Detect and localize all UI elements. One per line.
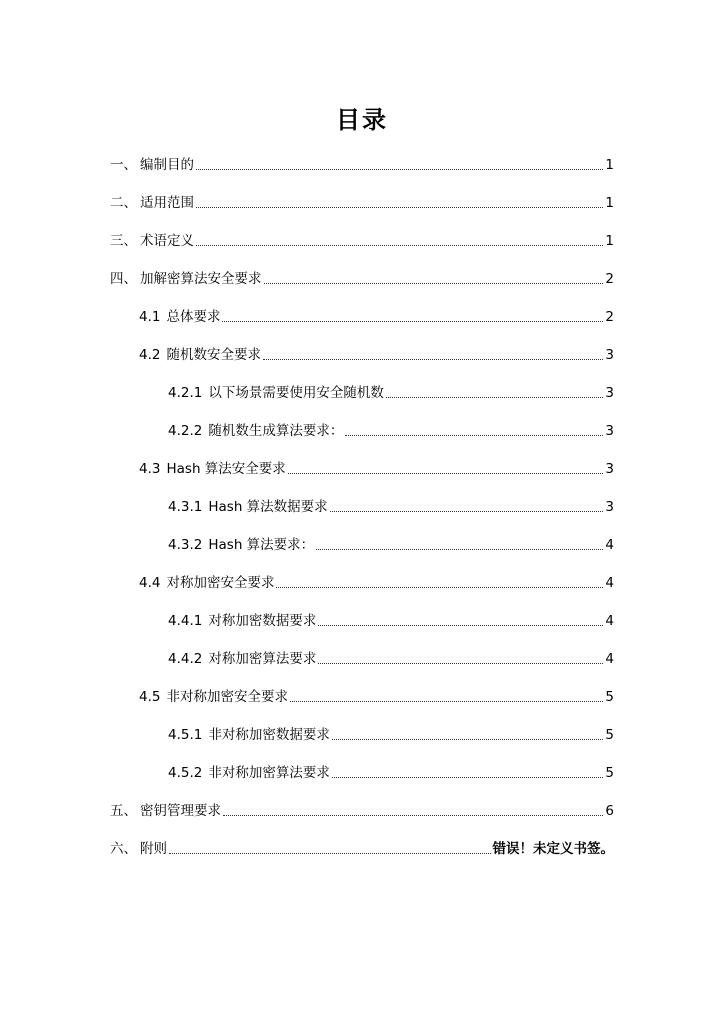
toc-entry-number: 4.5.1 [168, 727, 203, 743]
toc-entry-page: 1 [605, 233, 614, 249]
dot-leader [318, 662, 603, 664]
toc-entry-number: 4.3.1 [168, 499, 203, 515]
toc-entry-page: 5 [605, 727, 614, 743]
toc-entry-label: 随机数生成算法要求： [208, 423, 344, 439]
toc-entry[interactable] [139, 572, 614, 592]
toc-entry-number: 4.3.2 [168, 537, 203, 553]
toc-entry-number: 一、 [110, 157, 137, 173]
toc-entry-label: 编制目的 [140, 157, 194, 173]
toc-entry-label: Hash 算法数据要求 [208, 499, 328, 515]
toc-entry[interactable] [110, 154, 614, 174]
dot-leader [332, 776, 604, 778]
toc-entry[interactable] [168, 724, 614, 744]
toc-entry-number: 4.4.2 [168, 651, 203, 667]
toc-entry-page: 3 [605, 347, 614, 363]
toc-entry-page: 3 [605, 385, 614, 401]
toc-entry[interactable] [168, 496, 614, 516]
toc-entry-page: 1 [605, 195, 614, 211]
toc-entry-number: 4.1 [139, 309, 161, 325]
dot-leader [196, 168, 603, 170]
toc-entry-page: 2 [605, 309, 614, 325]
toc-entry-number: 4.2.1 [168, 385, 203, 401]
toc-entry[interactable] [110, 838, 614, 858]
toc-entry[interactable] [110, 230, 614, 250]
toc-entry-page: 错误！未定义书签。 [492, 841, 614, 857]
toc-entry-label: Hash 算法要求： [208, 537, 315, 553]
toc-entry-label: 对称加密算法要求 [208, 651, 317, 667]
toc-entry-page: 6 [605, 803, 614, 819]
toc-entry-number: 4.4.1 [168, 613, 203, 629]
dot-leader [222, 320, 603, 322]
toc-entry-page: 4 [605, 575, 614, 591]
toc-entry[interactable] [139, 306, 614, 326]
dot-leader [316, 548, 603, 550]
toc-entry-page: 3 [605, 423, 614, 439]
toc-entry-label: 随机数安全要求 [166, 347, 261, 363]
toc-entry-number: 二、 [110, 195, 137, 211]
toc-entry-number: 4.5.2 [168, 765, 203, 781]
toc-entry-page: 5 [605, 765, 614, 781]
dot-leader [263, 358, 603, 360]
dot-leader [276, 586, 603, 588]
toc-entry[interactable] [168, 382, 614, 402]
toc-entry-page: 4 [605, 651, 614, 667]
toc-entry-number: 4.2.2 [168, 423, 203, 439]
toc-entry[interactable] [110, 192, 614, 212]
dot-leader [264, 282, 604, 284]
toc-entry-label: 对称加密数据要求 [208, 613, 317, 629]
toc-entry[interactable] [168, 420, 614, 440]
toc-entry-label: 非对称加密算法要求 [208, 765, 330, 781]
toc-entry-label: 适用范围 [140, 195, 194, 211]
toc-entry-number: 4.4 [139, 575, 161, 591]
toc-entry[interactable] [139, 686, 614, 706]
toc-entry-number: 六、 [110, 841, 137, 857]
dot-leader [288, 472, 604, 474]
dot-leader [223, 814, 603, 816]
dot-leader [386, 396, 604, 398]
dot-leader [345, 434, 603, 436]
toc-entry-label: Hash 算法安全要求 [166, 461, 286, 477]
toc-entry-page: 3 [605, 499, 614, 515]
toc-entry[interactable] [110, 800, 614, 820]
dot-leader [330, 510, 604, 512]
dot-leader [169, 852, 491, 854]
toc-entry-page: 4 [605, 537, 614, 553]
toc-entry-label: 对称加密安全要求 [166, 575, 275, 591]
toc-entry-label: 加解密算法安全要求 [140, 271, 262, 287]
toc-entry-number: 四、 [110, 271, 137, 287]
toc-entry-page: 1 [605, 157, 614, 173]
toc-entry-label: 术语定义 [140, 233, 194, 249]
toc-entry-page: 3 [605, 461, 614, 477]
toc-entry-number: 4.3 [139, 461, 161, 477]
toc-entry[interactable] [139, 458, 614, 478]
toc-entry[interactable] [168, 610, 614, 630]
toc-entry[interactable] [168, 534, 614, 554]
toc-entry[interactable] [110, 268, 614, 288]
dot-leader [332, 738, 604, 740]
toc-entry-label: 以下场景需要使用安全随机数 [208, 385, 384, 401]
toc-entry-label: 附则 [140, 841, 167, 857]
toc-title: 目录 [336, 106, 388, 134]
toc-entry-page: 5 [605, 689, 614, 705]
toc-entry-label: 密钥管理要求 [140, 803, 221, 819]
toc-entry-label: 非对称加密安全要求 [166, 689, 288, 705]
toc-entry-page: 2 [605, 271, 614, 287]
toc-entry[interactable] [168, 762, 614, 782]
toc-entry-number: 五、 [110, 803, 137, 819]
toc-entry[interactable] [139, 344, 614, 364]
dot-leader [318, 624, 603, 626]
dot-leader [196, 244, 603, 246]
toc-entry-number: 4.2 [139, 347, 161, 363]
toc-entry-label: 总体要求 [166, 309, 221, 325]
toc-entry-page: 4 [605, 613, 614, 629]
toc-entry-number: 三、 [110, 233, 137, 249]
toc-entry-number: 4.5 [139, 689, 161, 705]
toc-entry[interactable] [168, 648, 614, 668]
toc-entry-label: 非对称加密数据要求 [208, 727, 330, 743]
dot-leader [196, 206, 603, 208]
dot-leader [290, 700, 603, 702]
